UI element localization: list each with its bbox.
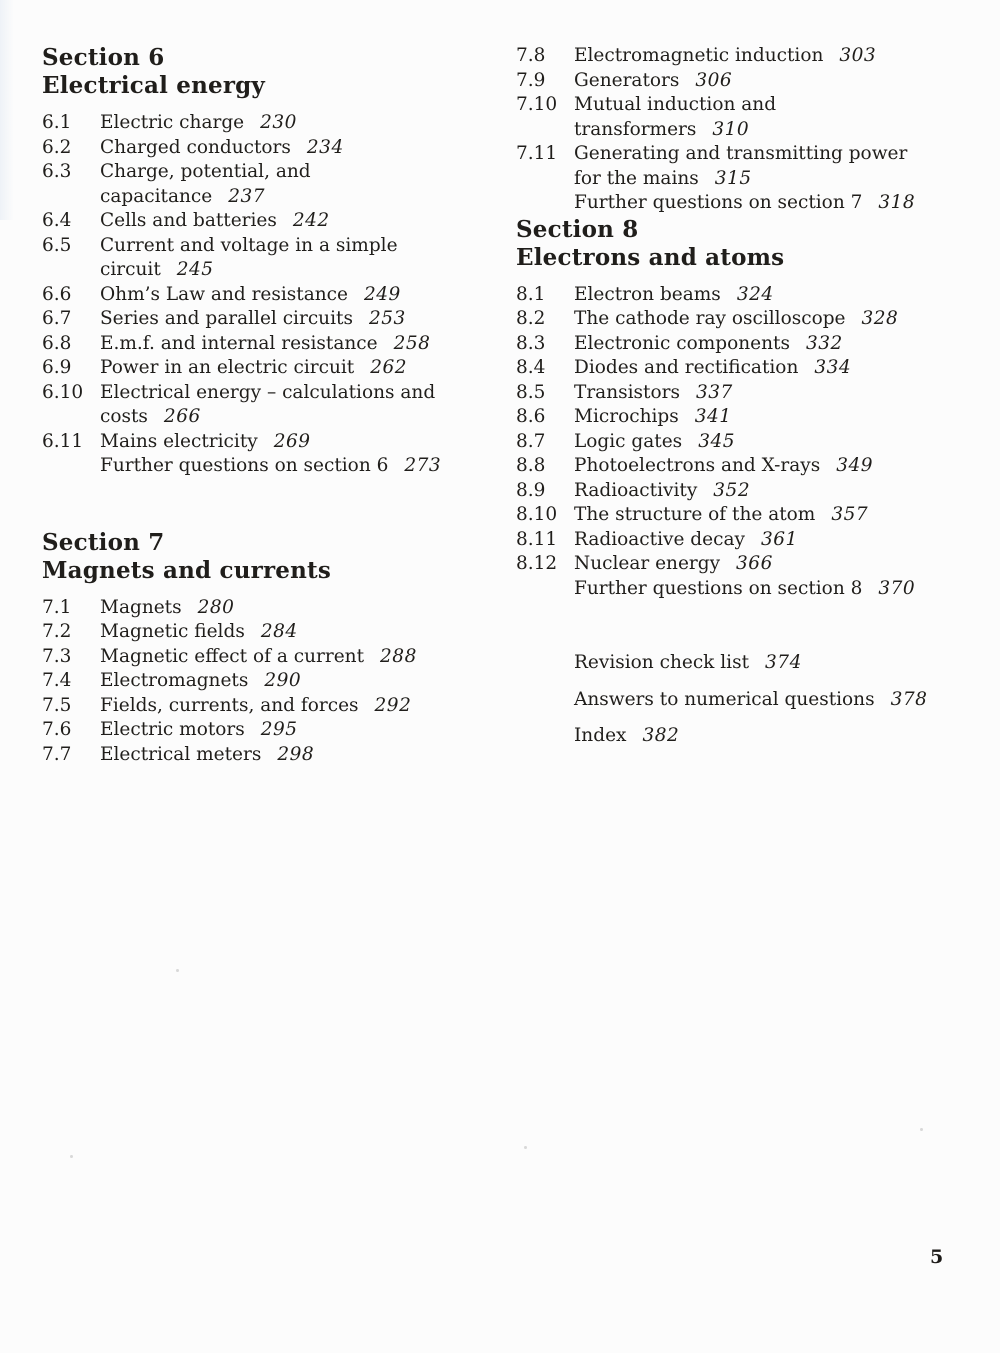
toc-entry <box>42 645 490 670</box>
entry-title: Electromagnets 290 <box>100 670 302 691</box>
entry-title: Further questions on section 7 318 <box>574 192 916 213</box>
entry-title: Cells and batteries 242 <box>100 210 330 231</box>
entry-number: 7.5 <box>42 694 72 716</box>
entry-page-number: 315 <box>714 167 752 189</box>
entry-number: 8.3 <box>516 332 546 354</box>
section-heading: Section 8 Electrons and atoms <box>516 215 785 271</box>
scan-edge-tint <box>0 0 14 220</box>
entry-page-number: 341 <box>694 406 732 427</box>
entry-title: Series and parallel circuits 253 <box>100 308 406 329</box>
entry-number: 7.11 <box>516 143 558 164</box>
entry-page-number: 318 <box>878 192 916 213</box>
entry-page-number: 234 <box>306 136 344 158</box>
entry-number: 8.10 <box>516 504 558 525</box>
entry-list <box>516 283 986 602</box>
entry-page-number: 366 <box>736 553 773 574</box>
entry-title: Electric motors 295 <box>100 719 298 740</box>
toc-entry <box>516 69 986 94</box>
entry-page-number: 292 <box>374 694 412 716</box>
entry-number: 7.9 <box>516 69 546 91</box>
toc-entry <box>516 430 986 455</box>
entry-number: 8.5 <box>516 381 546 403</box>
entry-number: 6.2 <box>42 136 72 158</box>
entry-title: E.m.f. and internal resistance 258 <box>100 332 431 354</box>
toc-entry <box>42 718 490 743</box>
toc-entry <box>42 381 490 430</box>
entry-title: Answers to numerical questions 378 <box>574 688 928 710</box>
toc-section <box>42 529 490 768</box>
entry-page-number: 324 <box>736 283 774 305</box>
entry-title: Charged conductors 234 <box>100 136 344 158</box>
entry-number: 8.8 <box>516 455 546 476</box>
entry-title: Charge, potential, and capacitance 237 <box>100 161 311 207</box>
toc-entry <box>516 552 986 577</box>
entry-number: 7.2 <box>42 621 72 642</box>
entry-page-number: 334 <box>814 357 852 378</box>
entry-number: 8.11 <box>516 528 558 550</box>
entry-page-number: 253 <box>368 308 406 329</box>
toc-entry <box>516 381 986 406</box>
entry-number: 8.6 <box>516 406 546 427</box>
entry-number: 6.9 <box>42 357 72 378</box>
entry-page-number: 303 <box>839 45 877 66</box>
toc-section <box>516 216 986 602</box>
entry-number: 6.3 <box>42 161 72 182</box>
entry-title: Revision check list 374 <box>574 652 802 673</box>
toc-entry <box>516 405 986 430</box>
entry-number: 8.4 <box>516 357 546 378</box>
entry-title: Radioactive decay 361 <box>574 528 798 550</box>
entry-page-number: 374 <box>765 652 802 673</box>
entry-number: 8.7 <box>516 430 546 452</box>
entry-number: 6.6 <box>42 283 72 305</box>
entry-title: Mains electricity 269 <box>100 430 311 452</box>
toc-entry <box>516 454 986 479</box>
toc-column-left <box>42 44 490 767</box>
entry-title: Magnetic effect of a current 288 <box>100 645 417 667</box>
entry-title: Further questions on section 6 273 <box>100 455 442 476</box>
entry-title: Transistors 337 <box>574 381 733 403</box>
entry-title: Generators 306 <box>574 69 733 91</box>
entry-title: Electromagnetic induction 303 <box>574 45 877 66</box>
entry-list <box>42 111 490 479</box>
entry-page-number: 266 <box>163 406 201 427</box>
toc-entry <box>42 160 490 209</box>
page-number: 5 <box>930 1246 944 1268</box>
toc-entry <box>516 356 986 381</box>
entry-title: Diodes and rectification 334 <box>574 357 852 378</box>
scan-speck <box>524 1146 527 1149</box>
entry-number: 7.8 <box>516 45 546 66</box>
toc-entry <box>42 430 490 455</box>
entry-page-number: 349 <box>836 455 874 476</box>
entry-title: Current and voltage in a simple circuit 245 <box>100 234 398 280</box>
entry-page-number: 284 <box>260 621 298 642</box>
toc-entry-unnumbered <box>516 651 986 676</box>
entry-title: The structure of the atom 357 <box>574 504 869 525</box>
toc-entry <box>516 479 986 504</box>
entry-number: 7.6 <box>42 719 72 740</box>
entry-list <box>42 596 490 768</box>
toc-entry <box>42 669 490 694</box>
toc-entry-unnumbered <box>516 688 986 713</box>
entry-page-number: 280 <box>197 596 235 618</box>
entry-page-number: 370 <box>878 577 916 599</box>
entry-number: 8.2 <box>516 308 546 329</box>
toc-entry <box>42 136 490 161</box>
scan-speck <box>70 1155 73 1158</box>
entry-page-number: 258 <box>393 332 431 354</box>
toc-entry <box>42 111 490 136</box>
toc-entry <box>516 93 986 142</box>
entry-page-number: 295 <box>260 719 298 740</box>
toc-entry <box>42 234 490 283</box>
toc-column-right <box>516 44 986 749</box>
entry-title: Electrical meters 298 <box>100 743 315 765</box>
toc-entry <box>42 209 490 234</box>
entry-title: Power in an electric circuit 262 <box>100 357 408 378</box>
section-heading: Section 7 Magnets and currents <box>42 528 331 584</box>
entry-number: 6.7 <box>42 308 72 329</box>
toc-entry <box>42 283 490 308</box>
entry-title: Electric charge 230 <box>100 112 297 133</box>
entry-list <box>516 44 986 216</box>
entry-page-number: 332 <box>805 332 843 354</box>
toc-section <box>42 44 490 479</box>
scan-speck <box>176 969 179 972</box>
entry-page-number: 345 <box>698 430 735 452</box>
entry-title: Index 382 <box>574 725 680 746</box>
toc-entry <box>42 332 490 357</box>
entry-page-number: 328 <box>861 308 899 329</box>
entry-title: Magnetic fields 284 <box>100 621 298 642</box>
toc-entry <box>42 743 490 768</box>
entry-page-number: 245 <box>176 259 214 280</box>
entry-title: Mutual induction and transformers 310 <box>574 94 777 140</box>
entry-page-number: 249 <box>363 283 401 305</box>
entry-title: Nuclear energy 366 <box>574 553 773 574</box>
entry-title: Photoelectrons and X-rays 349 <box>574 455 874 476</box>
entry-page-number: 242 <box>292 210 330 231</box>
entry-page-number: 337 <box>695 381 733 403</box>
entry-title: Electron beams 324 <box>574 283 774 305</box>
entry-title: Ohm’s Law and resistance 249 <box>100 283 401 305</box>
toc-entry-unnumbered <box>516 724 986 749</box>
toc-back-matter <box>516 651 986 749</box>
entry-title: Magnets 280 <box>100 596 235 618</box>
toc-entry <box>516 44 986 69</box>
entry-page-number: 288 <box>380 645 417 667</box>
toc-entry <box>516 307 986 332</box>
entry-page-number: 310 <box>712 118 750 140</box>
toc-entry <box>516 142 986 191</box>
toc-entry-unnumbered <box>516 577 986 602</box>
entry-number: 6.1 <box>42 112 72 133</box>
entry-page-number: 237 <box>228 185 266 207</box>
entry-title: Microchips 341 <box>574 406 732 427</box>
toc-entry <box>516 332 986 357</box>
toc-entry <box>516 503 986 528</box>
entry-page-number: 290 <box>264 670 302 691</box>
entry-page-number: 357 <box>831 504 869 525</box>
entry-number: 6.10 <box>42 381 84 403</box>
toc-entry-unnumbered <box>516 191 986 216</box>
entry-number: 8.1 <box>516 283 546 305</box>
entry-number: 7.10 <box>516 94 558 115</box>
entry-number: 6.11 <box>42 430 84 452</box>
entry-number: 7.3 <box>42 645 72 667</box>
entry-title: Electronic components 332 <box>574 332 843 354</box>
entry-page-number: 352 <box>713 479 751 501</box>
toc-entry <box>516 283 986 308</box>
entry-title: Generating and transmitting power for the mains 315 <box>574 143 908 189</box>
entry-number: 6.5 <box>42 234 72 256</box>
entry-list <box>516 651 986 749</box>
entry-title: Logic gates 345 <box>574 430 735 452</box>
entry-title: The cathode ray oscilloscope 328 <box>574 308 899 329</box>
entry-page-number: 230 <box>260 112 297 133</box>
toc-entry-unnumbered <box>42 454 490 479</box>
entry-number: 7.4 <box>42 670 72 691</box>
entry-number: 8.12 <box>516 553 558 574</box>
entry-number: 6.8 <box>42 332 72 354</box>
entry-page-number: 378 <box>890 688 928 710</box>
entry-number: 6.4 <box>42 210 72 231</box>
entry-title: Fields, currents, and forces 292 <box>100 694 412 716</box>
entry-page-number: 361 <box>760 528 798 550</box>
entry-title: Further questions on section 8 370 <box>574 577 916 599</box>
entry-page-number: 273 <box>404 455 442 476</box>
entry-page-number: 298 <box>277 743 315 765</box>
scan-speck <box>920 1128 923 1131</box>
toc-entry <box>42 694 490 719</box>
toc-entry <box>42 356 490 381</box>
entry-number: 7.1 <box>42 596 72 618</box>
entry-number: 7.7 <box>42 743 72 765</box>
entry-page-number: 262 <box>370 357 408 378</box>
entry-page-number: 269 <box>273 430 311 452</box>
entry-page-number: 306 <box>695 69 733 91</box>
section-heading: Section 6 Electrical energy <box>42 44 265 99</box>
entry-page-number: 382 <box>642 725 680 746</box>
toc-entry <box>516 528 986 553</box>
entry-title: Electrical energy – calculations and costs 266 <box>100 381 436 427</box>
toc-section-continuation <box>516 44 986 216</box>
entry-title: Radioactivity 352 <box>574 479 751 501</box>
toc-entry <box>42 596 490 621</box>
toc-entry <box>42 620 490 645</box>
toc-entry <box>42 307 490 332</box>
entry-number: 8.9 <box>516 479 546 501</box>
